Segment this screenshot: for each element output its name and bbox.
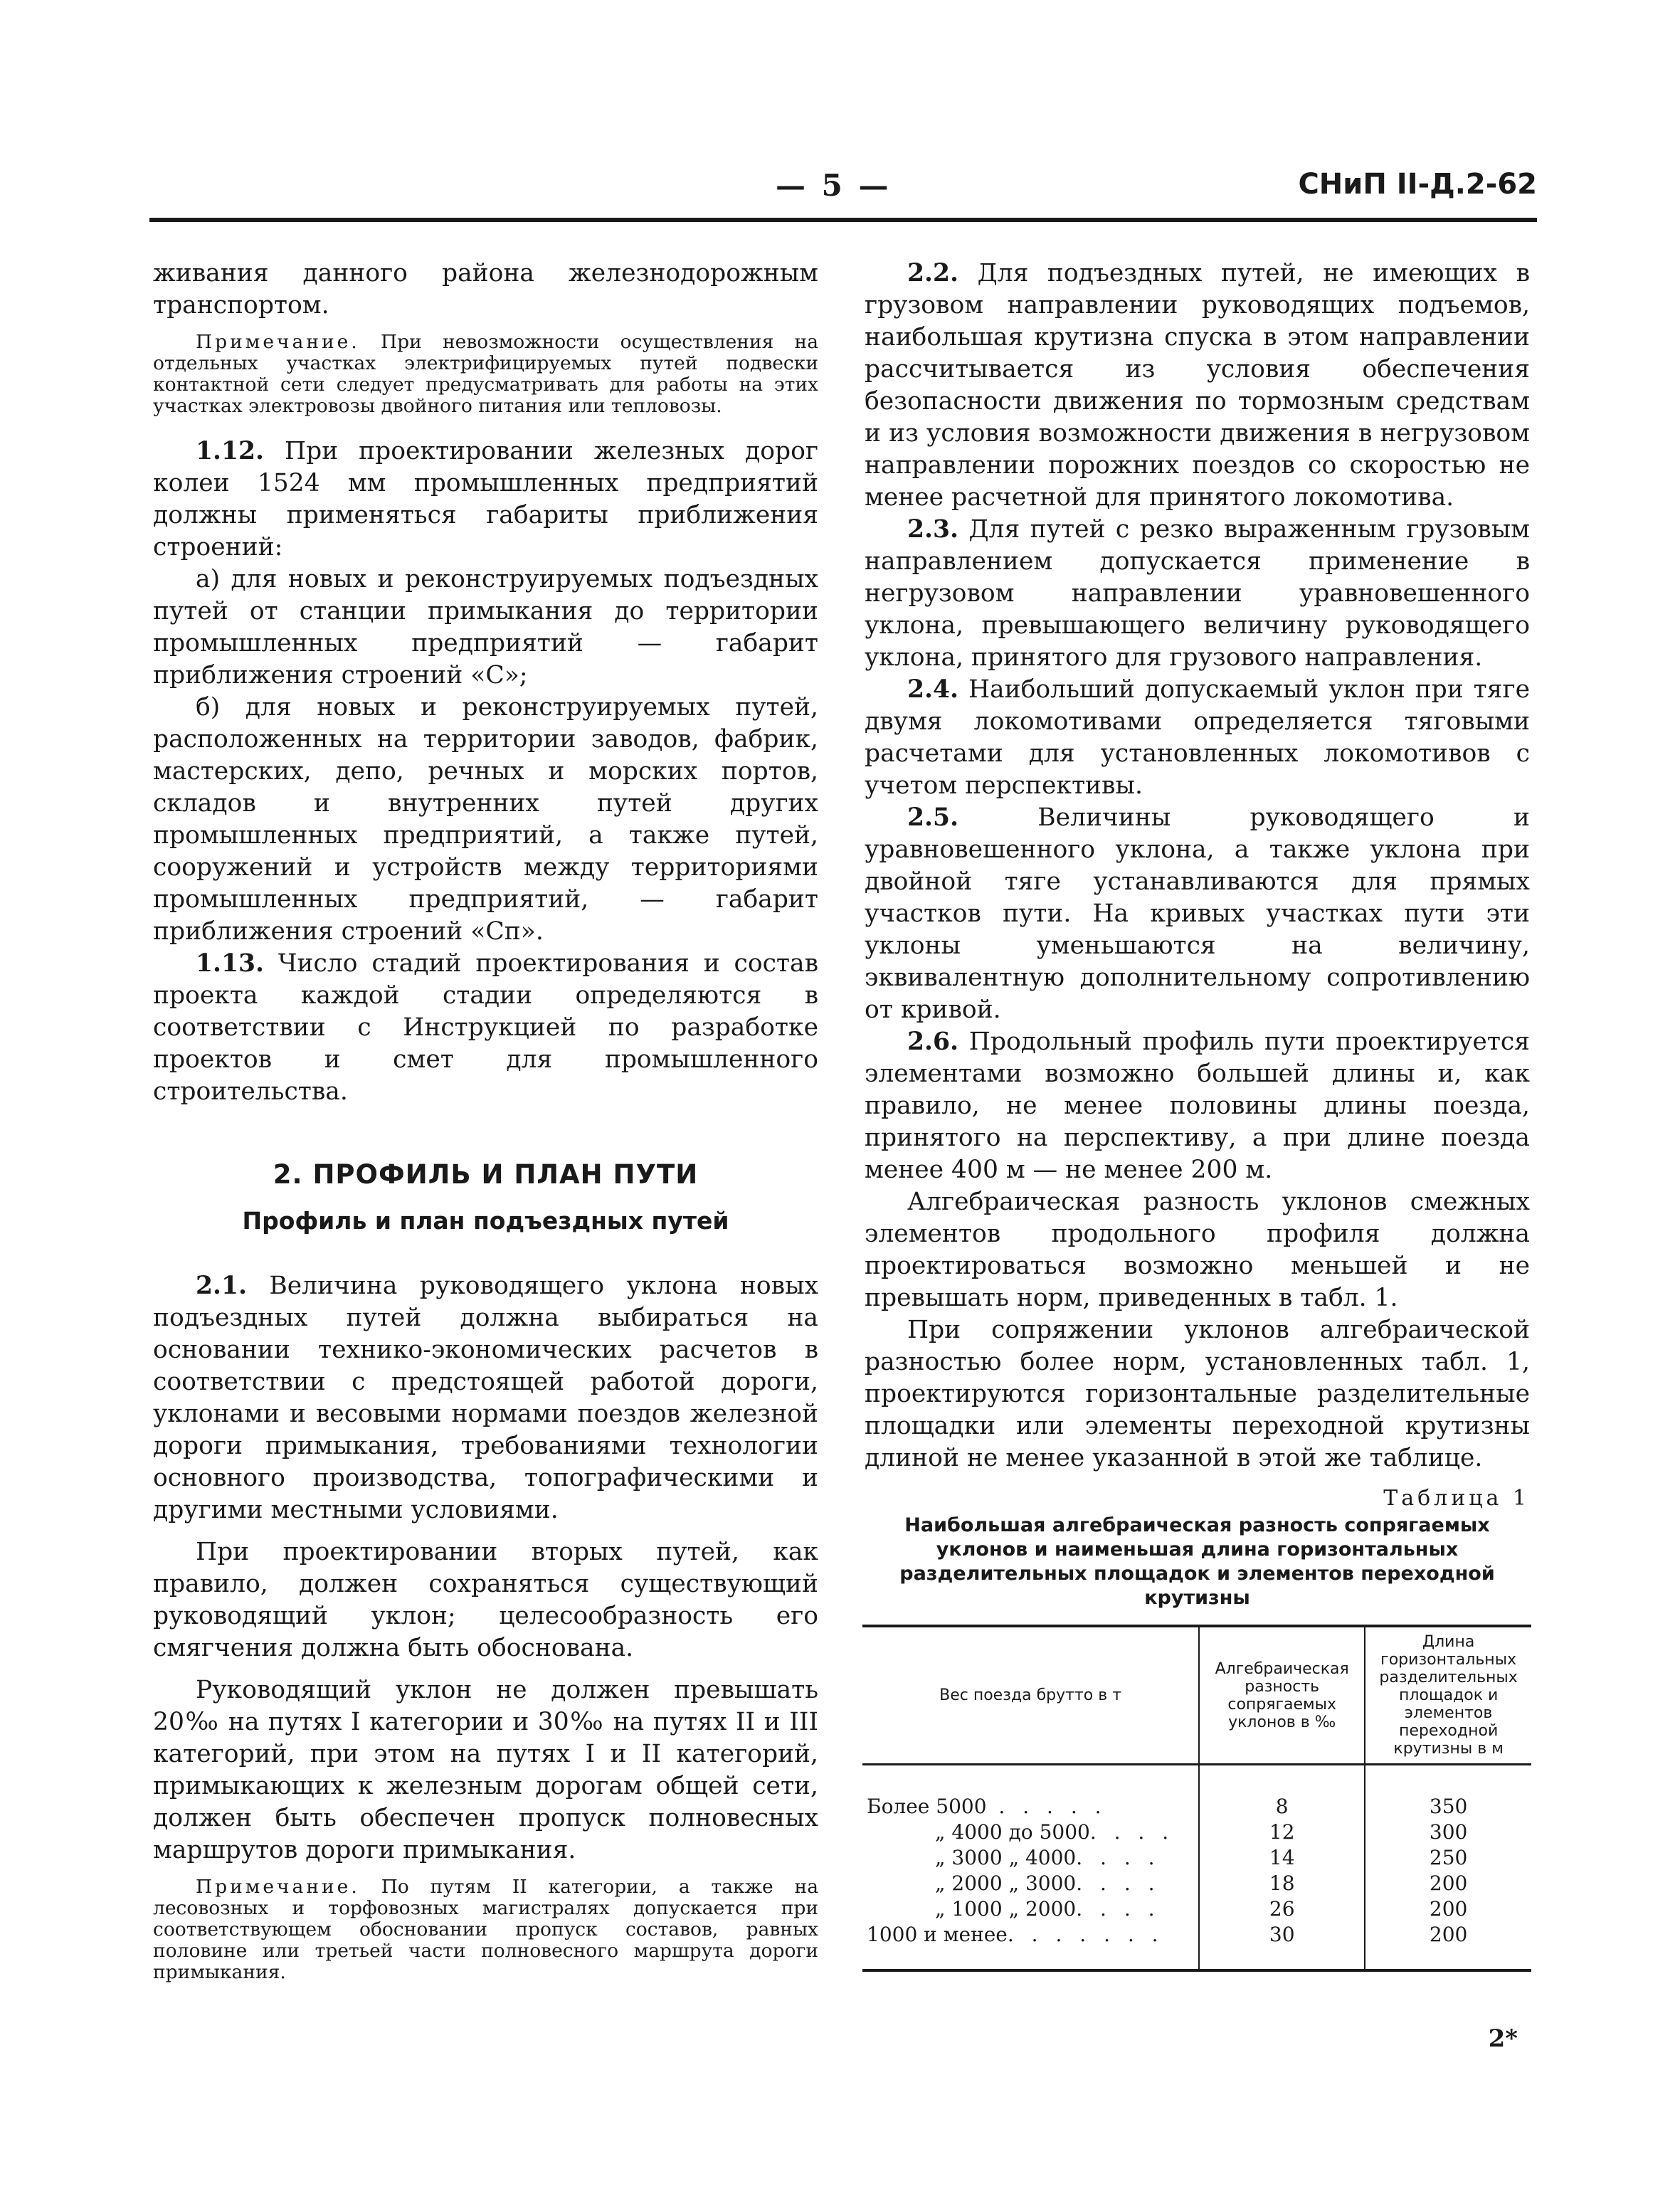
clause-text: Наибольший допускаемый уклон при тяге двумя локомотивами определяется тяговыми расчетами для установленных локомотивов с учетом перспективы. (865, 675, 1530, 800)
cell-train-weight (862, 1820, 1199, 1845)
note-text: При невозможности осуществления на отдельных участках электрифицируемых путей подвески контактной сети следует предусматривать для работы на этих участках электровозы двойного питания или тепловозы. (153, 331, 818, 417)
clause-number: 1.13. (196, 949, 265, 978)
row-label: „ 2000 „ 3000 (935, 1871, 1077, 1895)
clause-2-1-limits: Руководящий уклон не должен превышать 20‰ на путях I категории и 30‰ на путях II и III категорий, при этом на путях I и II категорий, примыкающих к железным дорогам общей сети, должен быть обеспечен пропуск полновесных маршрутов дороги примыкания. (153, 1676, 818, 1864)
cell-train-weight (862, 1765, 1199, 1820)
cell-train-weight (862, 1922, 1199, 1970)
cell-algebraic-difference: 14 (1199, 1845, 1365, 1871)
table-title: Наибольшая алгебраическая разность сопрягаемых уклонов и наименьшая длина горизонтальных разделительных площадок и элементов переходной крутизны (899, 1514, 1495, 1609)
cell-platform-length: 200 (1429, 1897, 1468, 1921)
leader-dots: . . . . (1076, 1871, 1161, 1895)
cell-algebraic-difference: 18 (1199, 1871, 1365, 1896)
cell-platform-length: 200 (1429, 1871, 1468, 1895)
clause-2-1 (153, 1270, 818, 1526)
leader-dots: . . . . (1076, 1846, 1161, 1869)
column-header-algebraic-difference: Алгебраическая разность сопрягаемых уклонов в ‰ (1199, 1626, 1365, 1765)
table-label: Таблица 1 (1383, 1486, 1530, 1511)
clause-number: 1.12. (196, 437, 265, 465)
clause-2-6-algebraic-diff: Алгебраическая разность уклонов смежных элементов продольного профиля должна проектироваться возможно меньшей и не превышать норм, приведенных в табл. 1. (865, 1188, 1530, 1312)
header-rule (149, 218, 1537, 222)
note-lead: Примечание. (196, 331, 360, 353)
gradient-table (862, 1625, 1531, 1972)
clause-text: Величина руководящего уклона новых подъездных путей должна выбираться на основании технико-экономических расчетов в соответствии с предстоящей работой дороги, уклонами и весовыми нормами поездов железной дороги примыкания, требованиями технологии основного производства, топографическими и другими местными условиями. (153, 1272, 818, 1524)
clause-2-5 (865, 802, 1530, 1026)
paragraph-continuation: живания данного района железнодорожным транспортом. (153, 259, 818, 320)
clause-text: Для путей с резко выраженным грузовым направлением допускается применение в негрузовом направлении уравновешенного уклона, превышающего величину руководящего уклона, принятого для грузового направления. (865, 515, 1530, 672)
clause-text: Величины руководящего и уравновешенного уклона, а также уклона при двойной тяге устанавливаются для прямых участков пути. На кривых участках пути эти уклоны уменьшаются на величину, эквивалентную дополнительному сопротивлению от кривой. (865, 803, 1530, 1024)
clause-number: 2.5. (907, 803, 959, 832)
column-header-platform-length: Длина горизонтальных разделительных площадок и элементов переходной крутизны в м (1379, 1633, 1518, 1758)
leader-dots: . . . . . (986, 1795, 1107, 1818)
table-row (862, 1922, 1531, 1970)
clause-1-12 (153, 435, 818, 564)
cell-algebraic-difference: 26 (1199, 1896, 1365, 1922)
clause-2-6-junction: При сопряжении уклонов алгебраической разностью более норм, установленных табл. 1, проектируются горизонтальные разделительные площадки или элементы переходной крутизны длиной не менее указанной в этой же таблице. (865, 1316, 1530, 1472)
table-header-row (862, 1626, 1531, 1765)
note-lead: Примечание. (196, 1876, 360, 1898)
table-row (862, 1820, 1531, 1845)
subsection-title: Профиль и план подъездных путей (242, 1207, 729, 1235)
clause-number: 2.2. (907, 259, 959, 287)
clause-2-2 (865, 258, 1530, 514)
leader-dots: . . . . (1076, 1897, 1161, 1921)
clause-text: Продольный профиль пути проектируется элементами возможно большей длины и, как правило, не менее половины длины поезда, принятого на перспективу, а при длине поезда менее 400 м — не менее 200 м. (865, 1028, 1530, 1184)
table-row (862, 1765, 1531, 1820)
right-column (865, 258, 1530, 1972)
row-label: 1000 и менее (867, 1923, 1008, 1946)
clause-number: 2.1. (196, 1272, 248, 1300)
note-electrification (153, 332, 818, 417)
clause-2-3 (865, 514, 1530, 674)
cell-algebraic-difference: 12 (1199, 1820, 1365, 1845)
table-row (862, 1896, 1531, 1922)
clause-text: Для подъездных путей, не имеющих в грузовом направлении руководящих подъемов, наибольшая крутизна спуска в этом направлении рассчитывается из условия обеспечения безопасности движения по тормозным средствам и из условия возможности движения в негрузовом направлении порожних поездов со скоростью не менее расчетной для принятого локомотива. (865, 259, 1530, 512)
row-label: „ 1000 „ 2000 (935, 1897, 1077, 1921)
clause-2-6 (865, 1026, 1530, 1186)
clause-text: При проектировании железных дорог колеи 1524 мм промышленных предприятий должны применяться габариты приближения строений: (153, 437, 818, 561)
clause-1-12-a: а) для новых и реконструируемых подъездных путей от станции примыкания до территории промышленных предприятий — габарит приближения строений «С»; (153, 565, 818, 690)
signature-mark: 2* (1488, 2024, 1518, 2053)
clause-number: 2.4. (907, 675, 959, 704)
clause-2-4 (865, 674, 1530, 802)
clause-number: 2.3. (907, 515, 959, 544)
page-header (149, 168, 1537, 218)
cell-platform-length: 350 (1429, 1795, 1468, 1818)
clause-1-13 (153, 948, 818, 1108)
cell-platform-length: 250 (1429, 1846, 1468, 1869)
clause-text: Число стадий проектирования и состав проекта каждой стадии определяются в соответствии с Инструкцией по разработке проектов и смет для промышленного строительства. (153, 949, 818, 1106)
leader-dots: . . . . . . . (1007, 1923, 1164, 1946)
left-column (153, 258, 818, 2002)
leader-dots: . . . . (1089, 1820, 1175, 1844)
section-title: 2. ПРОФИЛЬ И ПЛАН ПУТИ (273, 1159, 699, 1190)
cell-platform-length: 300 (1429, 1820, 1468, 1844)
row-label: „ 3000 „ 4000 (935, 1846, 1077, 1869)
cell-platform-length: 200 (1429, 1923, 1468, 1946)
table-row (862, 1845, 1531, 1871)
clause-number: 2.6. (907, 1028, 959, 1056)
row-label: Более 5000 (867, 1795, 987, 1818)
row-label: „ 4000 до 5000 (935, 1820, 1090, 1844)
cell-train-weight (862, 1871, 1199, 1896)
cell-algebraic-difference: 30 (1199, 1922, 1365, 1970)
cell-train-weight (862, 1896, 1199, 1922)
cell-algebraic-difference: 8 (1199, 1765, 1365, 1820)
clause-1-12-b: б) для новых и реконструируемых путей, расположенных на территории заводов, фабрик, мастерских, депо, речных и морских портов, складов и внутренних путей других промышленных предприятий, а также путей, сооружений и устройств между территориями промышленных предприятий, — габарит приближения строений «Сп». (153, 693, 818, 946)
column-header-train-weight: Вес поезда брутто в т (862, 1626, 1199, 1765)
cell-train-weight (862, 1845, 1199, 1871)
clause-2-1-second-tracks: При проектировании вторых путей, как правило, должен сохраняться существующий руководящий уклон; целесообразность его смягчения должна быть обоснована. (153, 1538, 818, 1662)
document-code: СНиП II-Д.2-62 (1298, 168, 1537, 201)
table-row (862, 1871, 1531, 1896)
page-number: — 5 — (776, 168, 892, 203)
note-categories (153, 1876, 818, 1983)
note-text: По путям II категории, а также на лесовозных и торфовозных магистралях допускается при соответствующем обосновании пропуск составов, равных половине или третьей части полновесного маршрута дороги примыкания. (153, 1876, 818, 1983)
